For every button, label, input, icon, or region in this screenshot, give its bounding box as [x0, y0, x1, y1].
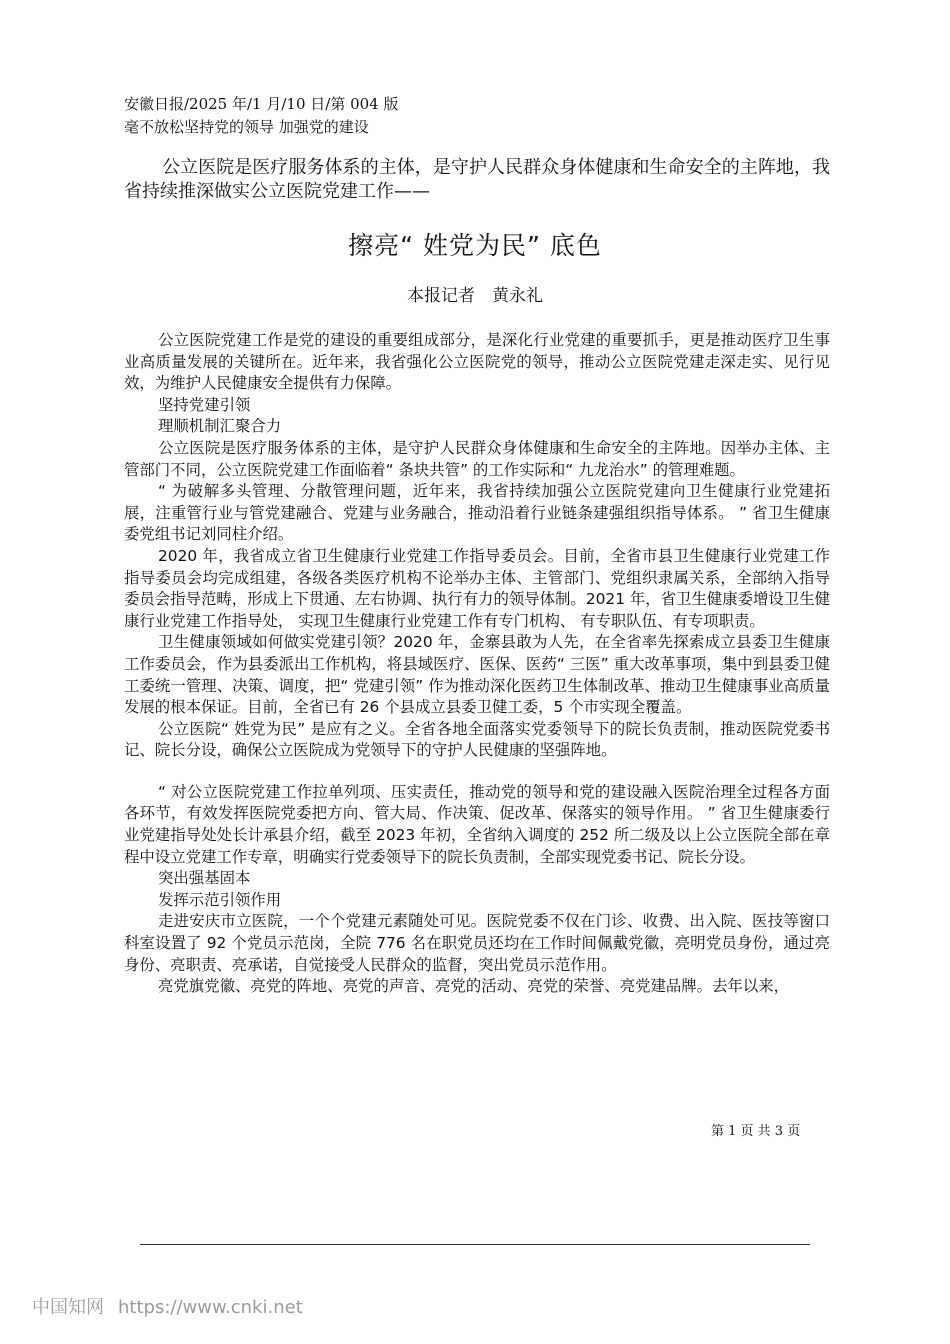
- paragraph: “ 为破解多头管理、分散管理问题，近年来，我省持续加强公立医院党建向卫生健康行业党建拓展，注重管行业与管党建融合、党建与业务融合，推动沿着行业链条建强组织指导体系。 ” 省卫生健康委党组书记刘同柱介绍。: [124, 482, 830, 544]
- page-indicator: 第 1 页 共 3 页: [711, 1124, 801, 1139]
- watermark-url: https://www.cnki.net: [118, 1297, 303, 1318]
- paragraph: 公立医院“ 姓党为民” 是应有之义。全省各地全面落实党委领导下的院长负责制，推动医院党委书记、院长分设，确保公立医院成为党领导下的守护人民健康的坚强阵地。: [124, 719, 830, 760]
- paragraph: 2020 年，我省成立省卫生健康行业党建工作指导委员会。目前，全省市县卫生健康行业党建工作指导委员会均完成组建，各级各类医疗机构不论举办主体、主管部门、党组织隶属关系，全部纳入指导委员会指导范畴，形成上下贯通、左右协调、执行有力的领导体制。2021 年，省卫生健康委增设卫生健康行业党建工作指导处， 实现卫生健康行业党建工作有专门机构、 有专职队伍、有专项职责。: [124, 546, 830, 630]
- watermark: [32, 1293, 303, 1319]
- headline: 擦亮“ 姓党为民” 底色: [348, 231, 602, 260]
- source-line: 安徽日报/2025 年/1 月/10 日/第 004 版: [124, 95, 399, 113]
- footer-divider: [140, 1244, 810, 1245]
- byline: 本报记者 黄永礼: [407, 286, 543, 306]
- paragraph: 亮党旗党徽、亮党的阵地、亮党的声音、亮党的活动、亮党的荣誉、亮党建品牌。去年以来，: [158, 977, 790, 996]
- lead-paragraph: 公立医院是医疗服务体系的主体，是守护人民群众身体健康和生命安全的主阵地，我省持续推深做实公立医院党建工作——: [124, 157, 830, 202]
- section-subheading: 理顺机制汇聚合力: [158, 417, 282, 436]
- paragraph: “ 对公立医院党建工作拉单列项、压实责任，推动党的领导和党的建设融入医院治理全过程各方面各环节，有效发挥医院党委把方向、管大局、作决策、促改革、保落实的领导作用。 ” 省卫生健康委行业党建指导处处长计承县介绍，截至 2023 年初，全省纳入调度的 252 所二级及以上公立医院全部在章程中设立党建工作专章，明确实行党委领导下的院长负责制，全部实现党委书记、院长分设。: [124, 782, 830, 866]
- paragraph: 公立医院党建工作是党的建设的重要组成部分，是深化行业党建的重要抓手，更是推动医疗卫生事业高质量发展的关键所在。近年来，我省强化公立医院党的领导，推动公立医院党建走深走实、见行见效，为维护人民健康安全提供有力保障。: [124, 331, 830, 393]
- section-subheading: 发挥示范引领作用: [158, 890, 282, 909]
- paragraph: 公立医院是医疗服务体系的主体，是守护人民群众身体健康和生命安全的主阵地。因举办主体、主管部门不同，公立医院党建工作面临着“ 条块共管” 的工作实际和“ 九龙治水” 的管理难题。: [124, 438, 830, 479]
- section-heading: 坚持党建引领: [158, 395, 251, 414]
- paragraph: 卫生健康领域如何做实党建引领？2020 年，金寨县敢为人先，在全省率先探索成立县委卫生健康工作委员会，作为县委派出工作机构，将县域医疗、医保、医药“ 三医” 重大改革事项，集中到县委卫健工委统一管理、决策、调度，把“ 党建引领” 作为推动深化医药卫生体制改革、推动卫生健康事业高质量发展的根本保证。目前，全省已有 26 个县成立县委卫健工委，5 个市实现全覆盖。: [124, 633, 830, 717]
- paragraph: 走进安庆市立医院，一个个党建元素随处可见。医院党委不仅在门诊、收费、出入院、医技等窗口科室设置了 92 个党员示范岗，全院 776 名在职党员还均在工作时间佩戴党徽，亮明党员身份，通过亮身份、亮职责、亮承诺，自觉接受人民群众的监督，突出党员示范作用。: [124, 912, 830, 974]
- watermark-name: 中国知网: [32, 1297, 104, 1318]
- section-heading: 突出强基固本: [158, 869, 251, 888]
- column-line: 毫不放松坚持党的领导 加强党的建设: [124, 118, 369, 136]
- article-meta: [124, 93, 399, 139]
- article-body: [124, 330, 830, 998]
